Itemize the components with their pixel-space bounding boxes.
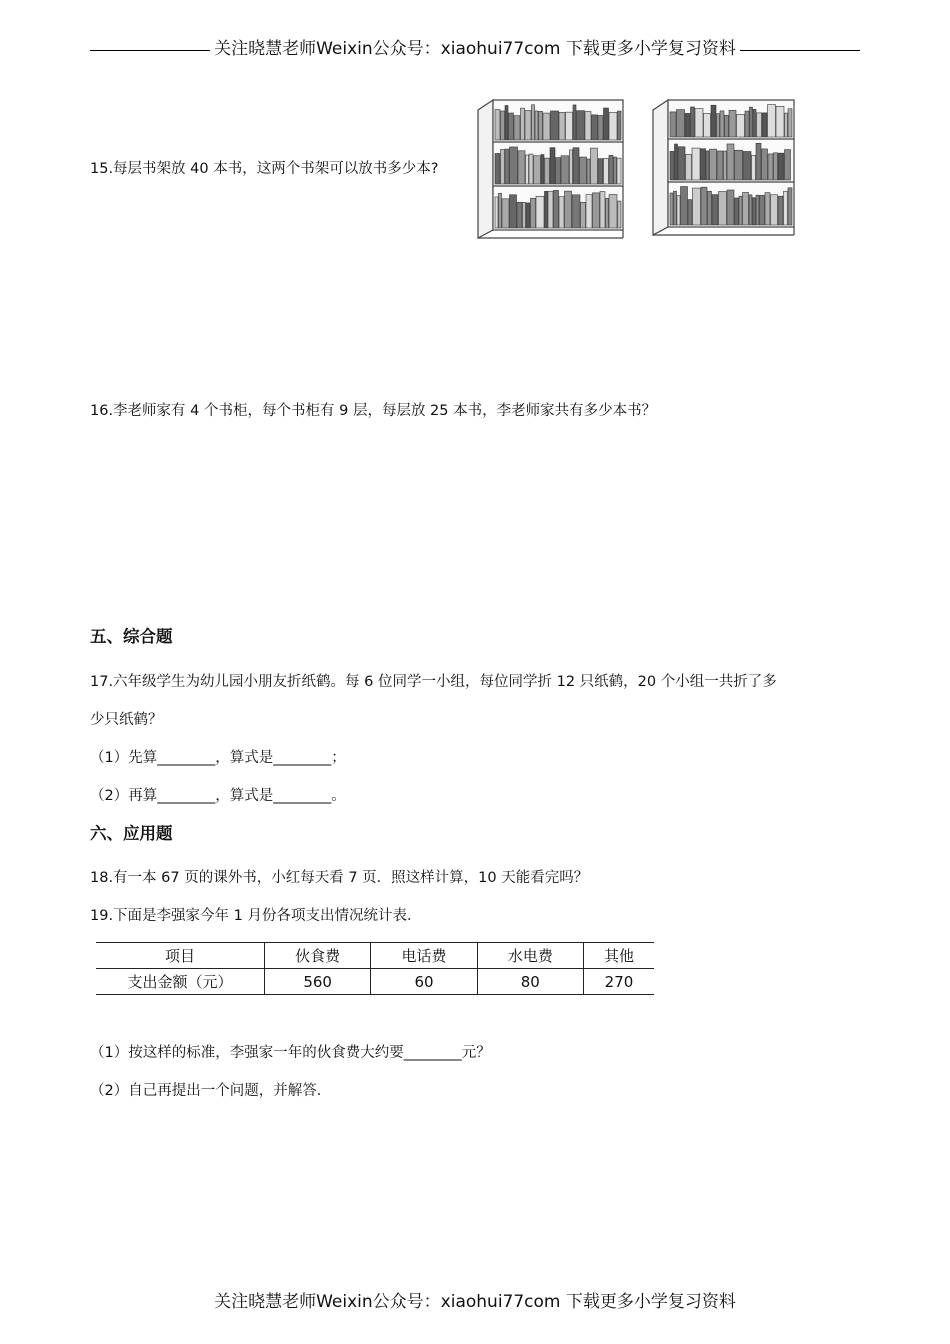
table-header-cell: 水电费: [477, 943, 583, 969]
question-19: 19.下面是李强家今年 1 月份各项支出情况统计表．: [90, 908, 422, 924]
book: [765, 193, 770, 225]
book: [523, 202, 526, 228]
question-19-sub2: （2）自己再提出一个问题，并解答．: [90, 1083, 332, 1099]
book: [778, 153, 784, 180]
table-header-row: [96, 943, 654, 969]
book: [495, 110, 500, 140]
book: [717, 114, 720, 137]
book: [586, 195, 592, 228]
book: [526, 155, 529, 184]
book: [499, 193, 502, 228]
book: [587, 159, 590, 184]
book: [609, 155, 613, 184]
book: [768, 154, 773, 180]
book: [675, 144, 678, 180]
table-cell: 270: [583, 969, 654, 995]
books: [495, 105, 792, 228]
book: [600, 192, 605, 228]
book: [701, 187, 707, 225]
book: [510, 195, 517, 228]
book: [510, 147, 518, 184]
book: [566, 112, 573, 140]
book: [691, 107, 695, 137]
book: [752, 155, 756, 180]
book: [739, 196, 742, 225]
book: [505, 149, 509, 184]
question-17-sub1: （1）先算________，算式是________；: [90, 750, 346, 766]
book: [735, 198, 739, 225]
book: [727, 144, 734, 180]
book: [618, 201, 622, 228]
book: [784, 191, 788, 225]
question-17-line2: 少只纸鹤？: [90, 712, 163, 728]
book: [725, 115, 729, 137]
book: [565, 191, 572, 228]
book: [776, 106, 784, 137]
book: [521, 108, 525, 140]
question-16: 16.李老师家有 4 个书柜，每个书柜有 9 层，每层放 25 本书，李老师家共有多少本书？: [90, 403, 657, 419]
book: [539, 111, 543, 140]
book: [495, 153, 500, 184]
book: [606, 198, 609, 228]
book: [561, 156, 569, 184]
book: [720, 111, 724, 137]
book: [592, 115, 598, 140]
book: [501, 111, 505, 140]
book: [760, 195, 765, 225]
book: [685, 113, 690, 137]
book: [704, 113, 711, 137]
book: [535, 111, 538, 140]
book: [753, 198, 756, 225]
page-header: [90, 34, 860, 58]
book: [501, 149, 505, 184]
book: [617, 158, 621, 184]
section-5-title: 五、综合题: [90, 627, 173, 646]
book: [525, 110, 531, 140]
book: [534, 156, 541, 184]
book: [762, 149, 768, 180]
book: [604, 158, 609, 184]
book: [750, 107, 753, 137]
book: [598, 115, 603, 140]
book: [774, 153, 778, 180]
book: [591, 148, 598, 184]
book: [708, 191, 712, 225]
expense-table: [96, 942, 654, 995]
book: [531, 198, 536, 228]
book: [551, 111, 559, 140]
book: [717, 151, 723, 180]
book: [559, 112, 565, 140]
question-19-sub1: （1）按这样的标准，李强家一年的伙食费大约要________元？: [90, 1045, 491, 1061]
book: [573, 105, 576, 140]
book: [577, 111, 585, 140]
book: [753, 109, 756, 137]
book: [526, 203, 530, 228]
book: [570, 150, 573, 184]
book: [719, 192, 727, 225]
book: [677, 110, 685, 137]
book: [724, 151, 727, 180]
book: [495, 197, 498, 228]
book: [785, 150, 791, 180]
book: [548, 191, 553, 228]
book: [710, 149, 717, 180]
book: [729, 110, 736, 137]
book: [518, 151, 525, 184]
book: [581, 202, 586, 228]
table-row: [96, 969, 654, 995]
book: [756, 195, 759, 225]
book: [745, 111, 749, 137]
question-15: 15.每层书架放 40 本书，这两个书架可以放书多少本?: [90, 161, 439, 177]
book: [681, 187, 688, 225]
question-17-sub2: （2）再算________，算式是________。: [90, 788, 346, 804]
table-header-cell: 其他: [583, 943, 654, 969]
book: [598, 159, 603, 184]
book: [559, 197, 564, 228]
book: [706, 151, 709, 180]
book: [695, 109, 703, 137]
book: [749, 195, 752, 225]
table-cell: 80: [477, 969, 583, 995]
book: [674, 191, 677, 225]
book: [737, 114, 745, 137]
book: [727, 190, 734, 225]
book: [505, 106, 508, 140]
book: [580, 157, 587, 184]
book: [514, 116, 520, 140]
book: [532, 105, 535, 140]
book: [609, 195, 617, 228]
table-cell: 支出金额（元）: [96, 969, 265, 995]
book: [529, 154, 533, 184]
book: [768, 105, 776, 137]
page-footer: 关注晓慧老师Weixin公众号：xiaohui77com 下载更多小学复习资料: [214, 1292, 736, 1312]
book: [771, 195, 778, 225]
table-cell: 60: [371, 969, 477, 995]
book: [545, 158, 550, 184]
book: [693, 188, 701, 225]
bookshelves-illustration: [475, 92, 800, 242]
book: [545, 191, 548, 228]
book: [556, 158, 561, 184]
book: [701, 149, 706, 180]
table-header-cell: 伙食费: [265, 943, 371, 969]
book: [711, 105, 716, 137]
table-header-cell: 电话费: [371, 943, 477, 969]
book: [788, 188, 792, 225]
book: [778, 196, 783, 225]
book: [756, 143, 761, 180]
book: [573, 148, 579, 184]
book: [762, 113, 767, 137]
book: [712, 195, 718, 225]
book: [604, 108, 609, 140]
book: [688, 200, 692, 225]
book: [678, 147, 685, 180]
book: [735, 150, 743, 180]
book: [785, 113, 788, 137]
book: [618, 111, 622, 140]
book: [614, 157, 617, 184]
question-18: 18.有一本 67 页的课外书，小红每天看 7 页．照这样计算，10 天能看完吗？: [90, 870, 589, 886]
book: [517, 202, 522, 228]
book: [788, 109, 792, 137]
table-header-cell: 项目: [96, 943, 265, 969]
book: [541, 155, 544, 184]
book: [670, 112, 676, 137]
book: [692, 148, 700, 180]
book: [670, 193, 673, 225]
book: [572, 195, 580, 228]
book: [543, 113, 550, 140]
book: [509, 113, 514, 140]
book: [593, 193, 600, 228]
header-text: 关注晓慧老师Weixin公众号：xiaohui77com 下载更多小学复习资料: [210, 39, 740, 59]
book: [536, 196, 544, 228]
book: [686, 154, 692, 180]
section-6-title: 六、应用题: [90, 824, 173, 843]
book: [743, 151, 751, 180]
book: [757, 113, 762, 137]
book: [550, 148, 555, 184]
book: [585, 112, 591, 140]
book: [670, 151, 674, 180]
book: [502, 199, 509, 228]
table-cell: 560: [265, 969, 371, 995]
book: [677, 195, 680, 225]
book: [609, 113, 617, 140]
question-17-line1: 17.六年级学生为幼儿园小朋友折纸鹤。每 6 位同学一小组，每位同学折 12 只纸鹤，20 个小组一共折了多: [90, 674, 777, 690]
book: [743, 192, 749, 225]
book: [554, 190, 559, 228]
